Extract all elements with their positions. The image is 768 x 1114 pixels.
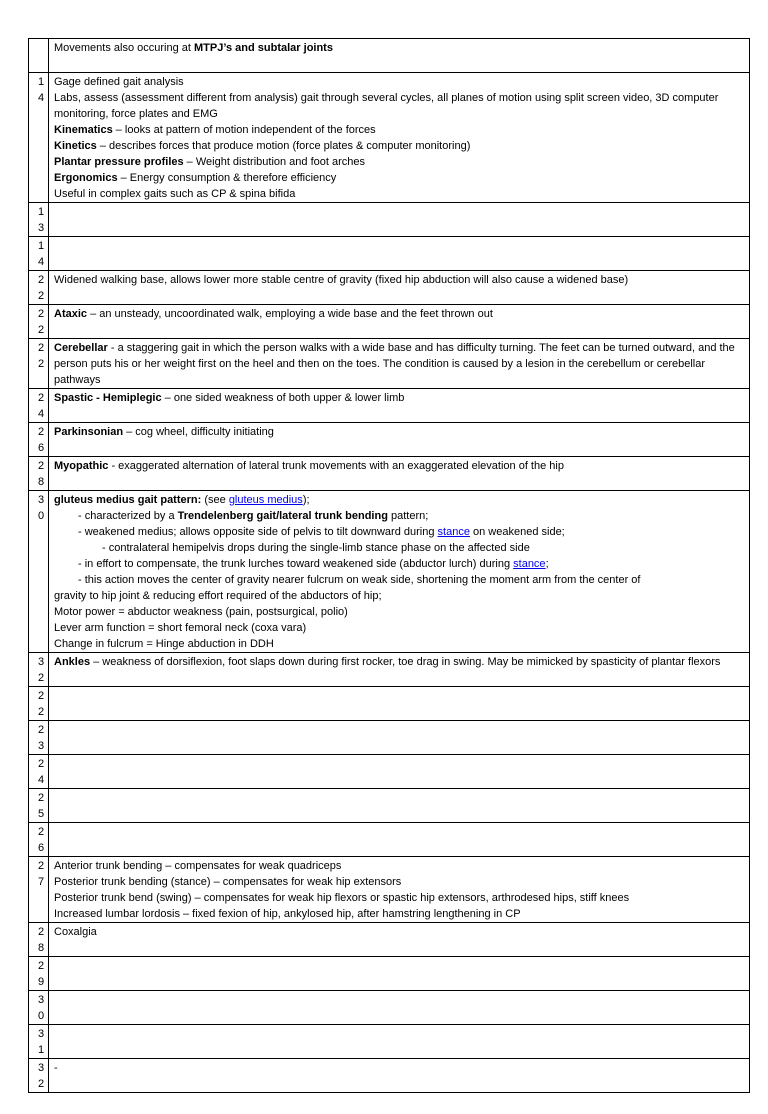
row-number-digit: 4 <box>38 92 45 104</box>
text-line <box>54 306 744 322</box>
row-number-digit: 2 <box>38 672 45 684</box>
table-row <box>29 721 750 755</box>
text-run: Labs, assess (assessment different from analysis) gait through several cycles, all planes of motion using split screen video, 3D computer monitoring, force plates and EMG <box>54 92 719 120</box>
content-cell <box>49 991 750 1025</box>
text-run: - characterized by a <box>78 510 178 522</box>
text-line <box>54 556 744 572</box>
hyperlink[interactable]: stance <box>513 558 546 570</box>
row-number-digit: 2 <box>38 358 45 370</box>
text-line <box>54 906 744 922</box>
row-number-digit: 2 <box>38 926 45 938</box>
content-cell <box>49 653 750 687</box>
content-cell <box>49 721 750 755</box>
row-number-digit: 2 <box>38 460 45 472</box>
row-number-digit: 1 <box>38 206 45 218</box>
row-number-digit: 6 <box>38 442 45 454</box>
content-cell <box>49 423 750 457</box>
row-number-digit: 1 <box>38 76 45 88</box>
table-row <box>29 389 750 423</box>
row-number-digit: 2 <box>38 290 45 302</box>
content-cell <box>49 271 750 305</box>
row-number-cell <box>29 823 49 857</box>
bold-term: Spastic - Hemiplegic <box>54 392 162 404</box>
row-number-digit: 2 <box>38 758 45 770</box>
text-run: (see <box>201 494 229 506</box>
text-line <box>54 390 744 406</box>
row-number-digit: 2 <box>38 724 45 736</box>
row-number-cell <box>29 203 49 237</box>
text-run: – looks at pattern of motion independent of the forces <box>112 124 376 136</box>
row-number-digit: 3 <box>38 1028 45 1040</box>
table-row <box>29 271 750 305</box>
table-row <box>29 305 750 339</box>
text-line <box>54 924 744 940</box>
table-row <box>29 237 750 271</box>
text-run: Posterior trunk bend (swing) – compensates for weak hip flexors or spastic hip extensors, arthrodesed hips, stiff knees <box>54 892 630 904</box>
bold-term: Ergonomics <box>54 172 118 184</box>
text-run: gravity to hip joint & reducing effort required of the abductors of hip; <box>54 590 382 602</box>
row-number-cell <box>29 389 49 423</box>
content-cell <box>49 305 750 339</box>
text-run: Movements also occuring at <box>54 42 195 54</box>
table-row <box>29 339 750 389</box>
content-cell <box>49 923 750 957</box>
content-cell <box>49 755 750 789</box>
row-number-cell <box>29 339 49 389</box>
text-run: Anterior trunk bending – compensates for weak quadriceps <box>54 860 342 872</box>
content-cell <box>49 203 750 237</box>
row-number-digit: 4 <box>38 774 45 786</box>
row-number-digit: 2 <box>38 826 45 838</box>
row-number-digit: 0 <box>38 1010 45 1022</box>
row-number-digit: 0 <box>38 510 45 522</box>
row-number-cell <box>29 271 49 305</box>
text-run: Increased lumbar lordosis – fixed fexion of hip, ankylosed hip, after hamstring lengthening in CP <box>54 908 521 920</box>
content-cell <box>49 1025 750 1059</box>
text-run: - in effort to compensate, the trunk lurches toward weakened side (abductor lurch) during <box>78 558 514 570</box>
text-run: Lever arm function = short femoral neck (coxa vara) <box>54 622 307 634</box>
hyperlink[interactable]: stance <box>437 526 470 538</box>
content-cell <box>49 73 750 203</box>
row-number-cell <box>29 423 49 457</box>
row-number-digit: 7 <box>38 876 45 888</box>
row-number-cell <box>29 923 49 957</box>
row-number-cell <box>29 653 49 687</box>
text-line <box>54 858 744 874</box>
text-line <box>54 340 744 388</box>
row-number-cell <box>29 39 49 73</box>
text-line <box>54 40 744 56</box>
text-run: - weakened medius; allows opposite side of pelvis to tilt downward during <box>78 526 438 538</box>
row-number-cell <box>29 957 49 991</box>
row-number-digit: 8 <box>38 942 45 954</box>
text-run: – an unsteady, uncoordinated walk, employing a wide base and the feet thrown out <box>87 308 493 320</box>
table-row <box>29 687 750 721</box>
row-number-digit: 3 <box>38 222 45 234</box>
text-run: ); <box>302 494 310 506</box>
text-run: Change in fulcrum = Hinge abduction in DDH <box>54 638 274 650</box>
table-row <box>29 203 750 237</box>
table-row <box>29 823 750 857</box>
row-number-digit: 2 <box>38 274 45 286</box>
bold-term: Kinematics <box>54 124 113 136</box>
row-number-cell <box>29 1059 49 1093</box>
row-number-digit: 4 <box>38 408 45 420</box>
row-number-cell <box>29 491 49 653</box>
text-line <box>54 654 744 670</box>
table-row <box>29 755 750 789</box>
text-line <box>54 90 744 122</box>
table-row <box>29 789 750 823</box>
text-run: Motor power = abductor weakness (pain, postsurgical, polio) <box>54 606 348 618</box>
row-number-digit: 4 <box>38 256 45 268</box>
text-run: – describes forces that produce motion (force plates & computer monitoring) <box>96 140 471 152</box>
bold-term: Trendelenberg gait/lateral trunk bending <box>177 510 388 522</box>
text-line <box>54 874 744 890</box>
content-cell <box>49 789 750 823</box>
bold-term: Myopathic <box>54 460 109 472</box>
text-line <box>54 424 744 440</box>
text-run: – one sided weakness of both upper & lower limb <box>161 392 405 404</box>
table-row <box>29 1025 750 1059</box>
row-number-cell <box>29 305 49 339</box>
notes-table-body <box>29 39 750 1093</box>
bold-term: MTPJ’s and subtalar joints <box>194 42 333 54</box>
text-run: – weakness of dorsiflexion, foot slaps down during first rocker, toe drag in swing. May be mimicked by spasticity of plantar flexors <box>90 656 721 668</box>
bold-term: Parkinsonian <box>54 426 124 438</box>
row-number-cell <box>29 457 49 491</box>
row-number-cell <box>29 1025 49 1059</box>
bold-term: gluteus medius gait pattern: <box>54 494 202 506</box>
text-line <box>54 604 744 620</box>
row-number-cell <box>29 857 49 923</box>
row-number-digit: 3 <box>38 494 45 506</box>
content-cell <box>49 457 750 491</box>
row-number-digit: 2 <box>38 342 45 354</box>
content-cell <box>49 1059 750 1093</box>
content-cell <box>49 39 750 73</box>
text-line <box>54 1060 744 1076</box>
table-row <box>29 491 750 653</box>
row-number-digit: 1 <box>38 1044 45 1056</box>
text-line <box>54 74 744 90</box>
bold-term: Plantar pressure profiles <box>54 156 184 168</box>
notes-table <box>28 38 750 1093</box>
text-line <box>54 508 744 524</box>
row-number-digit: 1 <box>38 240 45 252</box>
table-row <box>29 39 750 73</box>
row-number-digit: 9 <box>38 976 45 988</box>
text-line <box>54 524 744 540</box>
row-number-digit: 5 <box>38 808 45 820</box>
table-row <box>29 957 750 991</box>
text-line <box>54 492 744 508</box>
content-cell <box>49 857 750 923</box>
table-row <box>29 73 750 203</box>
content-cell <box>49 339 750 389</box>
text-run: – Energy consumption & therefore efficiency <box>117 172 337 184</box>
text-run: Coxalgia <box>54 926 97 938</box>
row-number-digit: 2 <box>38 308 45 320</box>
text-run: Useful in complex gaits such as CP & spina bifida <box>54 188 296 200</box>
bold-term: Kinetics <box>54 140 97 152</box>
text-run: pattern; <box>387 510 429 522</box>
text-run: - exaggerated alternation of lateral trunk movements with an exaggerated elevation of the hip <box>108 460 564 472</box>
row-number-digit: 3 <box>38 740 45 752</box>
row-number-digit: 2 <box>38 706 45 718</box>
text-line <box>54 636 744 652</box>
content-cell <box>49 957 750 991</box>
table-row <box>29 857 750 923</box>
row-number-digit <box>38 56 48 72</box>
table-row <box>29 653 750 687</box>
text-line <box>54 138 744 154</box>
row-number-digit: 3 <box>38 1062 45 1074</box>
text-run: - <box>54 1062 58 1074</box>
row-number-digit: 2 <box>38 1078 45 1090</box>
text-run: Posterior trunk bending (stance) – compensates for weak hip extensors <box>54 876 402 888</box>
content-cell <box>49 823 750 857</box>
text-run: ; <box>545 558 549 570</box>
row-number-digit: 2 <box>38 392 45 404</box>
row-number-cell <box>29 73 49 203</box>
row-number-digit: 3 <box>38 994 45 1006</box>
bold-term: Ataxic <box>54 308 88 320</box>
row-number-digit: 3 <box>38 656 45 668</box>
content-cell <box>49 687 750 721</box>
row-number-digit: 2 <box>38 792 45 804</box>
row-number-digit: 2 <box>38 426 45 438</box>
text-line <box>54 572 744 588</box>
row-number-digit: 2 <box>38 690 45 702</box>
row-number-cell <box>29 991 49 1025</box>
table-row <box>29 923 750 957</box>
content-cell <box>49 237 750 271</box>
text-line <box>54 540 744 556</box>
row-number-digit: 6 <box>38 842 45 854</box>
text-run: - a staggering gait in which the person walks with a wide base and has difficulty turning. The feet can be turned outward, and the person puts his or her weight first on the heel and then on the toes. The condition is caused by a lesion in the cerebellum or cerebellar pathways <box>54 342 735 386</box>
text-run: - this action moves the center of gravity nearer fulcrum on weak side, shortening the moment arm from the center of <box>78 574 641 586</box>
text-run: Gage defined gait analysis <box>54 76 184 88</box>
row-number-cell <box>29 755 49 789</box>
text-line <box>54 620 744 636</box>
text-line <box>54 890 744 906</box>
text-line <box>54 186 744 202</box>
text-run: – Weight distribution and foot arches <box>183 156 366 168</box>
bold-term: Ankles <box>54 656 91 668</box>
row-number-digit: 2 <box>38 324 45 336</box>
text-run: – cog wheel, difficulty initiating <box>123 426 274 438</box>
row-number-digit <box>38 40 48 56</box>
text-line <box>54 170 744 186</box>
row-number-digit: 2 <box>38 960 45 972</box>
content-cell <box>49 389 750 423</box>
table-row <box>29 423 750 457</box>
row-number-cell <box>29 687 49 721</box>
table-row <box>29 457 750 491</box>
content-cell <box>49 491 750 653</box>
row-number-cell <box>29 789 49 823</box>
table-row <box>29 991 750 1025</box>
text-run: on weakened side; <box>469 526 565 538</box>
row-number-cell <box>29 721 49 755</box>
row-number-digit: 2 <box>38 860 45 872</box>
hyperlink[interactable]: gluteus medius <box>228 494 303 506</box>
text-line <box>54 272 744 288</box>
text-line <box>54 588 744 604</box>
text-line <box>54 122 744 138</box>
row-number-digit: 8 <box>38 476 45 488</box>
text-run: Widened walking base, allows lower more stable centre of gravity (fixed hip abduction will also cause a widened base) <box>54 274 629 286</box>
text-line <box>54 154 744 170</box>
bold-term: Cerebellar <box>54 342 108 354</box>
table-row <box>29 1059 750 1093</box>
text-line <box>54 458 744 474</box>
text-run: - contralateral hemipelvis drops during the single-limb stance phase on the affected side <box>102 542 530 554</box>
row-number-cell <box>29 237 49 271</box>
